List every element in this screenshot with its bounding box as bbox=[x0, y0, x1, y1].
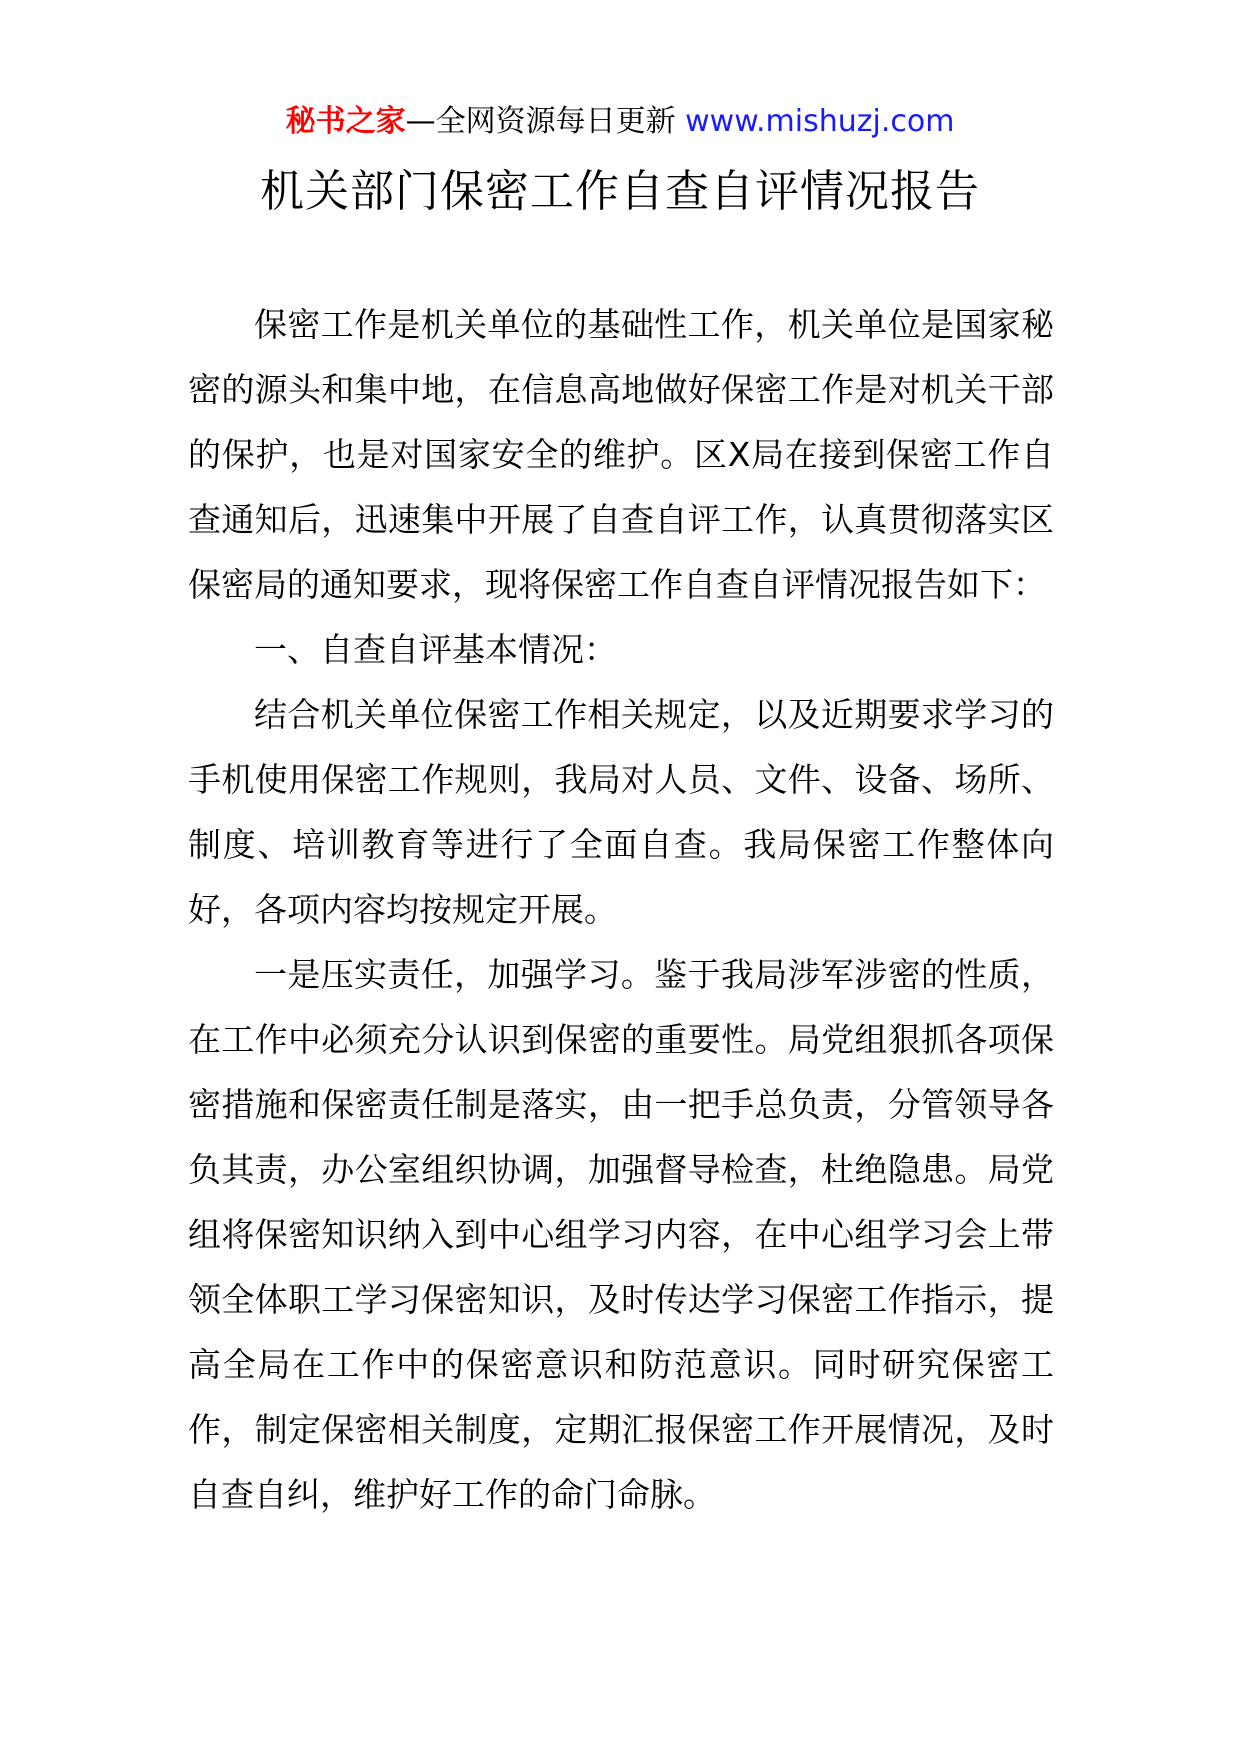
header-slogan: —全网资源每日更新 bbox=[405, 104, 686, 139]
document-body bbox=[188, 292, 1054, 1527]
site-header bbox=[0, 102, 1240, 142]
paragraph-overview: 结合机关单位保密工作相关规定，以及近期要求学习的手机使用保密工作规则，我局对人员、文件、设备、场所、制度、培训教育等进行了全面自查。我局保密工作整体向好，各项内容均按规定开展。 bbox=[188, 695, 1054, 929]
document-title: 机关部门保密工作自查自评情况报告 bbox=[260, 166, 980, 217]
paragraph-intro: 保密工作是机关单位的基础性工作，机关单位是国家秘密的源头和集中地，在信息高地做好保密工作是对机关干部的保护，也是对国家安全的维护。区X局在接到保密工作自查通知后，迅速集中开展了自查自评工作，认真贯彻落实区保密局的通知要求，现将保密工作自查自评情况报告如下： bbox=[188, 305, 1054, 604]
paragraph-responsibility: 一是压实责任，加强学习。鉴于我局涉军涉密的性质，在工作中必须充分认识到保密的重要性。局党组狠抓各项保密措施和保密责任制是落实，由一把手总负责，分管领导各负其责，办公室组织协调，加强督导检查，杜绝隐患。局党组将保密知识纳入到中心组学习内容，在中心组学习会上带领全体职工学习保密知识，及时传达学习保密工作指示，提高全局在工作中的保密意识和防范意识。同时研究保密工作，制定保密相关制度，定期汇报保密工作开展情况，及时自查自纠，维护好工作的命门命脉。 bbox=[188, 955, 1054, 1514]
site-url: www.mishuzj.com bbox=[685, 104, 955, 139]
brand-name: 秘书之家 bbox=[285, 104, 406, 139]
section-heading: 一、自查自评基本情况： bbox=[254, 630, 617, 669]
